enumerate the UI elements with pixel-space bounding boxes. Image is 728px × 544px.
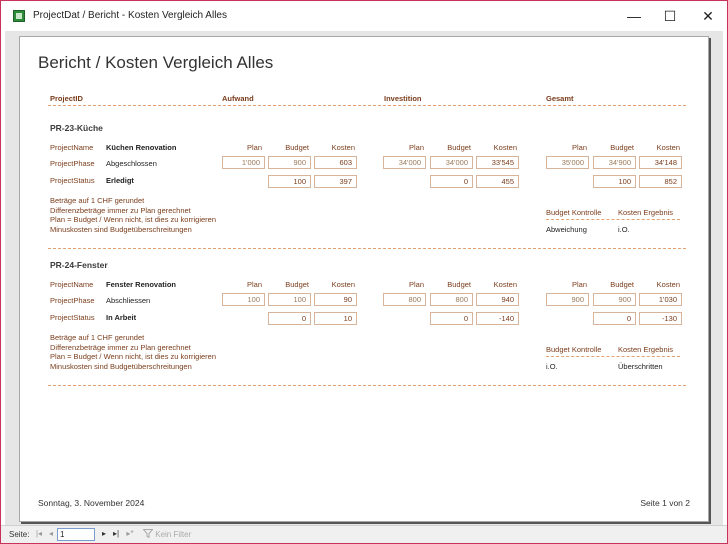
project-id: PR-23-Küche — [50, 123, 103, 133]
project-phase: Abschliessen — [106, 296, 151, 305]
label-project-name: ProjectName — [50, 280, 94, 289]
previous-page-button[interactable]: ◂ — [48, 529, 53, 538]
next-page-button[interactable]: ▸ — [101, 529, 106, 538]
col-plan: Plan — [246, 280, 262, 289]
note-difference: Differenzbeträge immer zu Plan gerechnet — [50, 205, 191, 215]
kosten-ergebnis-value: i.O. — [618, 225, 630, 234]
col-kosten: Kosten — [331, 280, 355, 289]
page-number-input[interactable]: 1 — [57, 528, 95, 541]
maximize-button[interactable] — [653, 5, 687, 27]
kosten-ergebnis-value: Überschritten — [618, 362, 663, 371]
project-phase: Abgeschlossen — [106, 159, 157, 168]
investition-budget-diff: 0 — [430, 175, 473, 188]
col-plan: Plan — [408, 143, 424, 152]
investition-budget-diff: 0 — [430, 312, 473, 325]
investition-kosten-diff: -140 — [476, 312, 519, 325]
note-plan-budget: Plan = Budget / Wenn nicht, ist dies zu korrigieren — [50, 215, 216, 224]
note-rounding: Beträge auf 1 CHF gerundet — [50, 196, 145, 205]
aufwand-plan: 100 — [222, 293, 265, 306]
project-status: Erledigt — [106, 176, 134, 185]
note-minus-costs: Minuskosten sind Budgetüberschreitungen — [50, 224, 192, 234]
investition-plan: 34'000 — [383, 156, 426, 169]
first-page-button[interactable]: |◂ — [35, 529, 43, 538]
aufwand-budget: 900 — [268, 156, 311, 169]
label-kosten-ergebnis: Kosten Ergebnis — [618, 208, 674, 217]
col-kosten: Kosten — [331, 143, 355, 152]
section-divider — [48, 248, 686, 249]
gesamt-kosten: 34'148 — [639, 156, 682, 169]
access-app-icon — [13, 10, 25, 22]
note-rounding: Beträge auf 1 CHF gerundet — [50, 333, 145, 342]
filter-label: Kein Filter — [155, 530, 192, 539]
investition-kosten: 940 — [476, 293, 519, 306]
col-budget: Budget — [447, 143, 471, 152]
last-page-button[interactable]: ▸| — [112, 529, 120, 538]
gesamt-kosten: 1'030 — [639, 293, 682, 306]
aufwand-budget-diff: 100 — [268, 175, 311, 188]
filter-indicator[interactable] — [143, 529, 191, 539]
note-plan-budget: Plan = Budget / Wenn nicht, ist dies zu korrigieren — [50, 352, 216, 361]
gesamt-budget-diff: 0 — [593, 312, 636, 325]
aufwand-budget: 100 — [268, 293, 311, 306]
header-divider — [48, 105, 686, 106]
aufwand-kosten: 603 — [314, 156, 357, 169]
col-kosten: Kosten — [493, 280, 517, 289]
budget-kontrolle-value: Abweichung — [546, 225, 587, 234]
header-project-id: ProjectID — [50, 94, 83, 103]
budget-kontrolle-value: i.O. — [546, 362, 558, 371]
close-icon: ✕ — [702, 8, 714, 24]
label-budget-kontrolle: Budget Kontrolle — [546, 345, 602, 354]
header-investition: Investition — [384, 94, 422, 103]
investition-kosten: 33'545 — [476, 156, 519, 169]
gesamt-budget: 34'900 — [593, 156, 636, 169]
minimize-icon: — — [627, 8, 641, 24]
col-budget: Budget — [285, 143, 309, 152]
col-budget: Budget — [285, 280, 309, 289]
label-project-phase: ProjectPhase — [50, 159, 95, 168]
col-budget: Budget — [610, 280, 634, 289]
aufwand-kosten-diff: 397 — [314, 175, 357, 188]
investition-plan: 800 — [383, 293, 426, 306]
project-name: Küchen Renovation — [106, 143, 177, 152]
label-project-status: ProjectStatus — [50, 313, 95, 322]
page-label: Seite: — [9, 530, 30, 539]
label-kosten-ergebnis: Kosten Ergebnis — [618, 345, 674, 354]
investition-budget: 34'000 — [430, 156, 473, 169]
investition-budget: 800 — [430, 293, 473, 306]
project-id: PR-24-Fenster — [50, 260, 108, 270]
minimize-button[interactable] — [617, 5, 651, 27]
aufwand-plan: 1'000 — [222, 156, 265, 169]
gesamt-budget: 900 — [593, 293, 636, 306]
label-project-status: ProjectStatus — [50, 176, 95, 185]
gesamt-plan: 900 — [546, 293, 589, 306]
gesamt-kosten-diff: -130 — [639, 312, 682, 325]
note-difference: Differenzbeträge immer zu Plan gerechnet — [50, 342, 191, 352]
section-divider — [48, 385, 686, 386]
window-title: ProjectDat / Bericht - Kosten Vergleich Alles — [33, 10, 227, 21]
result-divider — [546, 219, 680, 220]
filter-icon — [143, 529, 153, 538]
col-kosten: Kosten — [656, 280, 680, 289]
title-bar — [1, 1, 727, 31]
aufwand-kosten: 90 — [314, 293, 357, 306]
report-page — [19, 36, 709, 522]
label-budget-kontrolle: Budget Kontrolle — [546, 208, 602, 217]
col-plan: Plan — [571, 143, 587, 152]
col-plan: Plan — [408, 280, 424, 289]
record-navigation-bar — [1, 525, 727, 543]
gesamt-plan: 35'000 — [546, 156, 589, 169]
footer-date: Sonntag, 3. November 2024 — [38, 498, 145, 508]
label-project-phase: ProjectPhase — [50, 296, 95, 305]
maximize-icon: ☐ — [663, 8, 677, 24]
header-gesamt: Gesamt — [546, 94, 574, 103]
footer-page-number: Seite 1 von 2 — [640, 498, 690, 508]
project-status: In Arbeit — [106, 313, 137, 322]
col-kosten: Kosten — [493, 143, 517, 152]
gesamt-kosten-diff: 852 — [639, 175, 682, 188]
col-kosten: Kosten — [656, 143, 680, 152]
aufwand-budget-diff: 0 — [268, 312, 311, 325]
project-name: Fenster Renovation — [106, 280, 177, 289]
note-minus-costs: Minuskosten sind Budgetüberschreitungen — [50, 361, 192, 371]
aufwand-kosten-diff: 10 — [314, 312, 357, 325]
report-title: Bericht / Kosten Vergleich Alles — [38, 53, 274, 72]
result-divider — [546, 356, 680, 357]
col-plan: Plan — [571, 280, 587, 289]
col-plan: Plan — [246, 143, 262, 152]
col-budget: Budget — [610, 143, 634, 152]
new-record-button[interactable]: ▸* — [126, 529, 134, 538]
label-project-name: ProjectName — [50, 143, 94, 152]
investition-kosten-diff: 455 — [476, 175, 519, 188]
gesamt-budget-diff: 100 — [593, 175, 636, 188]
col-budget: Budget — [447, 280, 471, 289]
header-aufwand: Aufwand — [222, 94, 254, 103]
close-button[interactable] — [691, 5, 725, 27]
